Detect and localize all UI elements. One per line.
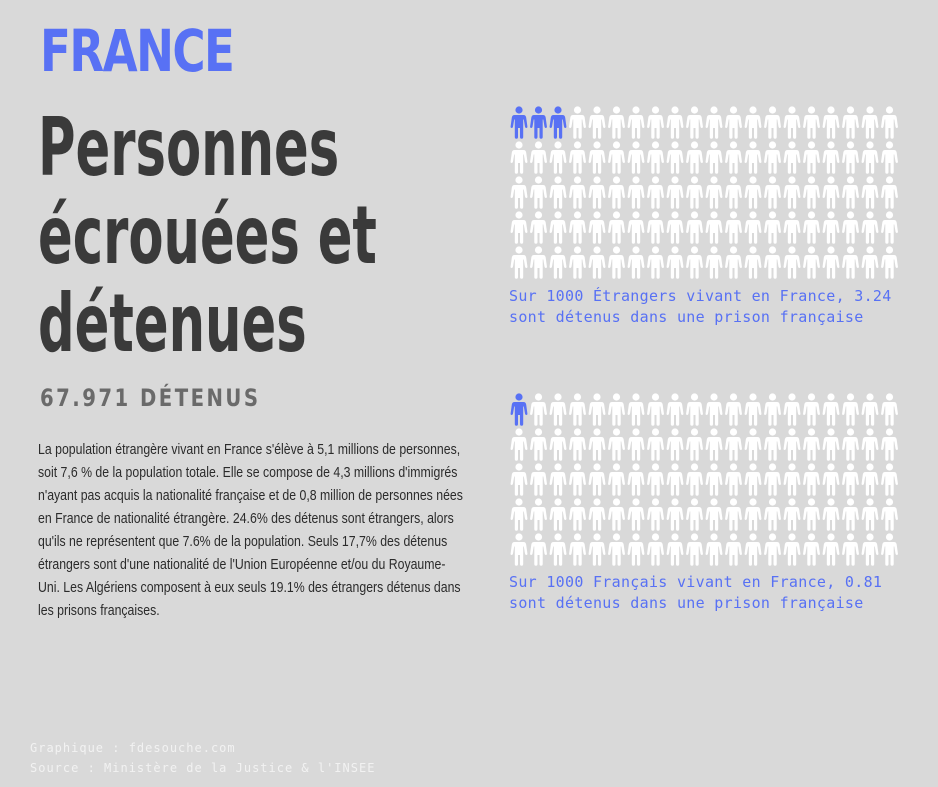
person-icon: [550, 428, 567, 460]
person-icon: [686, 393, 703, 425]
person-icon: [589, 498, 606, 530]
person-icon: [511, 428, 528, 460]
person-icon: [706, 498, 723, 530]
person-icon: [647, 141, 664, 173]
person-icon: [706, 246, 723, 278]
person-icon: [511, 176, 528, 208]
person-icon: [745, 428, 762, 460]
person-icon: [862, 498, 879, 530]
person-icon: [628, 141, 645, 173]
person-icon: [608, 428, 625, 460]
person-icon: [569, 141, 586, 173]
person-icon: [667, 393, 684, 425]
person-icon: [803, 463, 820, 495]
person-icon: [842, 106, 859, 138]
person-icon: [667, 141, 684, 173]
person-icon: [725, 463, 742, 495]
person-icon: [608, 246, 625, 278]
person-icon: [881, 393, 898, 425]
person-icon: [803, 106, 820, 138]
person-icon: [764, 533, 781, 565]
person-icon: [862, 533, 879, 565]
person-icon: [569, 428, 586, 460]
person-icon: [842, 211, 859, 243]
person-icon: [842, 393, 859, 425]
person-icon: [764, 428, 781, 460]
person-icon: [842, 141, 859, 173]
person-icon: [589, 106, 606, 138]
person-icon: [725, 393, 742, 425]
person-icon: [569, 463, 586, 495]
person-icon: [530, 176, 547, 208]
person-icon: [608, 498, 625, 530]
person-icon: [706, 141, 723, 173]
person-icon: [530, 393, 547, 425]
person-icon: [706, 463, 723, 495]
credits: [30, 738, 375, 778]
person-icon: [589, 533, 606, 565]
person-icon: [764, 141, 781, 173]
person-icon: [823, 393, 840, 425]
person-icon: [530, 211, 547, 243]
person-icon: [530, 141, 547, 173]
person-icon: [667, 211, 684, 243]
person-icon: [823, 428, 840, 460]
person-icon: [842, 463, 859, 495]
person-icon: [686, 498, 703, 530]
person-icon: [823, 141, 840, 173]
person-icon: [628, 533, 645, 565]
person-icon: [511, 463, 528, 495]
person-icon: [628, 393, 645, 425]
person-icon: [628, 246, 645, 278]
person-icon: [764, 106, 781, 138]
person-icon: [667, 106, 684, 138]
person-icon: [881, 106, 898, 138]
person-icon: [745, 246, 762, 278]
person-icon: [628, 428, 645, 460]
person-icon: [628, 176, 645, 208]
person-icon: [530, 463, 547, 495]
person-icon-highlighted: [550, 106, 567, 138]
person-icon: [784, 141, 801, 173]
person-icon: [823, 106, 840, 138]
person-icon: [784, 463, 801, 495]
person-icon: [706, 533, 723, 565]
person-icon: [881, 246, 898, 278]
person-icon: [725, 141, 742, 173]
person-icon: [569, 211, 586, 243]
person-icon: [862, 246, 879, 278]
person-icon: [589, 141, 606, 173]
person-icon: [881, 533, 898, 565]
title-line-2: écrouées et: [38, 189, 377, 282]
person-icon: [550, 141, 567, 173]
person-icon: [686, 463, 703, 495]
person-icon: [686, 176, 703, 208]
person-icon: [842, 498, 859, 530]
person-icon: [784, 106, 801, 138]
title-line-3: détenues: [38, 277, 307, 370]
person-icon: [881, 176, 898, 208]
person-icon: [686, 533, 703, 565]
person-icon: [569, 533, 586, 565]
person-icon: [569, 393, 586, 425]
person-icon: [686, 428, 703, 460]
person-icon: [530, 498, 547, 530]
person-icon: [725, 533, 742, 565]
person-icon: [803, 176, 820, 208]
person-icon: [764, 176, 781, 208]
person-icon: [764, 393, 781, 425]
person-icon: [862, 176, 879, 208]
person-icon: [667, 246, 684, 278]
pictogram-chart-french: [508, 391, 908, 571]
person-icon: [784, 211, 801, 243]
person-icon: [511, 211, 528, 243]
person-icon: [569, 498, 586, 530]
person-icon: [647, 393, 664, 425]
person-icon: [589, 463, 606, 495]
person-icon: [686, 246, 703, 278]
person-icon: [628, 106, 645, 138]
person-icon: [628, 463, 645, 495]
person-icon: [589, 211, 606, 243]
person-icon: [725, 106, 742, 138]
person-icon: [862, 428, 879, 460]
person-icon: [784, 176, 801, 208]
person-icon: [706, 393, 723, 425]
pictogram-chart-foreigners: [508, 104, 908, 284]
person-icon: [745, 463, 762, 495]
person-icon: [823, 176, 840, 208]
person-icon: [862, 393, 879, 425]
person-icon: [569, 246, 586, 278]
person-icon: [764, 498, 781, 530]
person-icon: [803, 428, 820, 460]
person-icon: [784, 533, 801, 565]
person-icon: [803, 246, 820, 278]
person-icon: [647, 463, 664, 495]
person-icon: [706, 428, 723, 460]
person-icon: [647, 533, 664, 565]
person-icon: [803, 211, 820, 243]
person-icon: [881, 463, 898, 495]
title-line-1: Personnes: [38, 101, 340, 194]
person-icon: [725, 498, 742, 530]
person-icon: [745, 498, 762, 530]
person-icon: [706, 211, 723, 243]
person-icon: [550, 498, 567, 530]
source-credit: Source : Ministère de la Justice & l'INSEE: [30, 761, 376, 775]
person-icon: [725, 246, 742, 278]
person-icon: [589, 176, 606, 208]
person-icon: [686, 141, 703, 173]
person-icon: [647, 246, 664, 278]
person-icon: [569, 176, 586, 208]
person-icon: [862, 211, 879, 243]
person-icon: [667, 176, 684, 208]
person-icon: [511, 498, 528, 530]
person-icon: [803, 533, 820, 565]
person-icon: [647, 176, 664, 208]
person-icon: [862, 463, 879, 495]
person-icon: [628, 498, 645, 530]
person-icon-highlighted: [511, 393, 528, 425]
person-icon: [511, 141, 528, 173]
person-icon: [550, 176, 567, 208]
person-icon: [823, 533, 840, 565]
detainee-count: 67.971 DÉTENUS: [40, 384, 261, 412]
person-icon: [803, 141, 820, 173]
person-icon: [686, 211, 703, 243]
person-icon: [706, 176, 723, 208]
person-icon: [764, 463, 781, 495]
person-icon: [628, 211, 645, 243]
person-icon: [550, 463, 567, 495]
person-icon: [550, 393, 567, 425]
page-title: [38, 101, 377, 370]
person-icon-highlighted: [530, 106, 547, 138]
person-icon: [550, 533, 567, 565]
person-icon: [725, 428, 742, 460]
person-icon: [608, 141, 625, 173]
description-paragraph: La population étrangère vivant en France s'élève à 5,1 millions de personnes, soit 7,6 % de la population totale. Elle se compose de 4,3 millions d'immigrés n'ayant pas acquis la nationalité française et de 0,8 million de personnes nées en France de nationalité étrangère. 24.6% des détenus sont étrangers, alors qu'ils ne représentent que 7.6% de la population. Seuls 17,7% des détenus étrangers sont d'une nationalité de l'Union Européenne et/ou du Royaume-Uni. Les Algériens composent à eux seuls 19.1% des étrangers détenus dans les prisons françaises.: [38, 441, 463, 619]
person-icon: [745, 141, 762, 173]
person-icon: [803, 393, 820, 425]
person-icon: [530, 246, 547, 278]
person-icon: [511, 533, 528, 565]
country-label: FRANCE: [40, 17, 234, 85]
person-icon: [745, 533, 762, 565]
person-icon: [842, 533, 859, 565]
person-icon: [667, 463, 684, 495]
person-icon: [784, 393, 801, 425]
person-icon: [881, 498, 898, 530]
person-icon: [647, 211, 664, 243]
person-icon: [608, 176, 625, 208]
person-icon: [881, 211, 898, 243]
person-icon: [667, 428, 684, 460]
person-icon: [842, 428, 859, 460]
person-icon: [764, 246, 781, 278]
person-icon: [745, 393, 762, 425]
person-icon: [784, 498, 801, 530]
person-icon: [706, 106, 723, 138]
chart-caption-foreigners: Sur 1000 Étrangers vivant en France, 3.24 sont détenus dans une prison française: [509, 287, 892, 326]
person-icon: [608, 106, 625, 138]
person-icon: [823, 246, 840, 278]
person-icon: [550, 211, 567, 243]
person-icon: [764, 211, 781, 243]
person-icon: [608, 533, 625, 565]
person-icon: [608, 463, 625, 495]
person-icon: [745, 106, 762, 138]
person-icon: [667, 498, 684, 530]
person-icon: [842, 176, 859, 208]
person-icon: [667, 533, 684, 565]
person-icon: [725, 211, 742, 243]
person-icon: [823, 211, 840, 243]
person-icon: [608, 393, 625, 425]
person-icon: [725, 176, 742, 208]
person-icon: [589, 246, 606, 278]
person-icon: [530, 533, 547, 565]
person-icon: [881, 428, 898, 460]
person-icon: [784, 246, 801, 278]
person-icon: [784, 428, 801, 460]
person-icon: [647, 106, 664, 138]
person-icon: [823, 498, 840, 530]
person-icon-highlighted: [511, 106, 528, 138]
person-icon: [862, 106, 879, 138]
person-icon: [511, 246, 528, 278]
person-icon: [823, 463, 840, 495]
person-icon: [647, 428, 664, 460]
person-icon: [589, 428, 606, 460]
person-icon: [530, 428, 547, 460]
person-icon: [881, 141, 898, 173]
person-icon: [686, 106, 703, 138]
person-icon: [608, 211, 625, 243]
graphic-credit: Graphique : fdesouche.com: [30, 741, 236, 755]
person-icon: [803, 498, 820, 530]
person-icon: [550, 246, 567, 278]
person-icon: [647, 498, 664, 530]
person-icon: [589, 393, 606, 425]
person-icon: [842, 246, 859, 278]
person-icon: [569, 106, 586, 138]
person-icon: [745, 176, 762, 208]
person-icon: [745, 211, 762, 243]
person-icon: [862, 141, 879, 173]
chart-caption-french: Sur 1000 Français vivant en France, 0.81 sont détenus dans une prison française: [509, 573, 883, 612]
